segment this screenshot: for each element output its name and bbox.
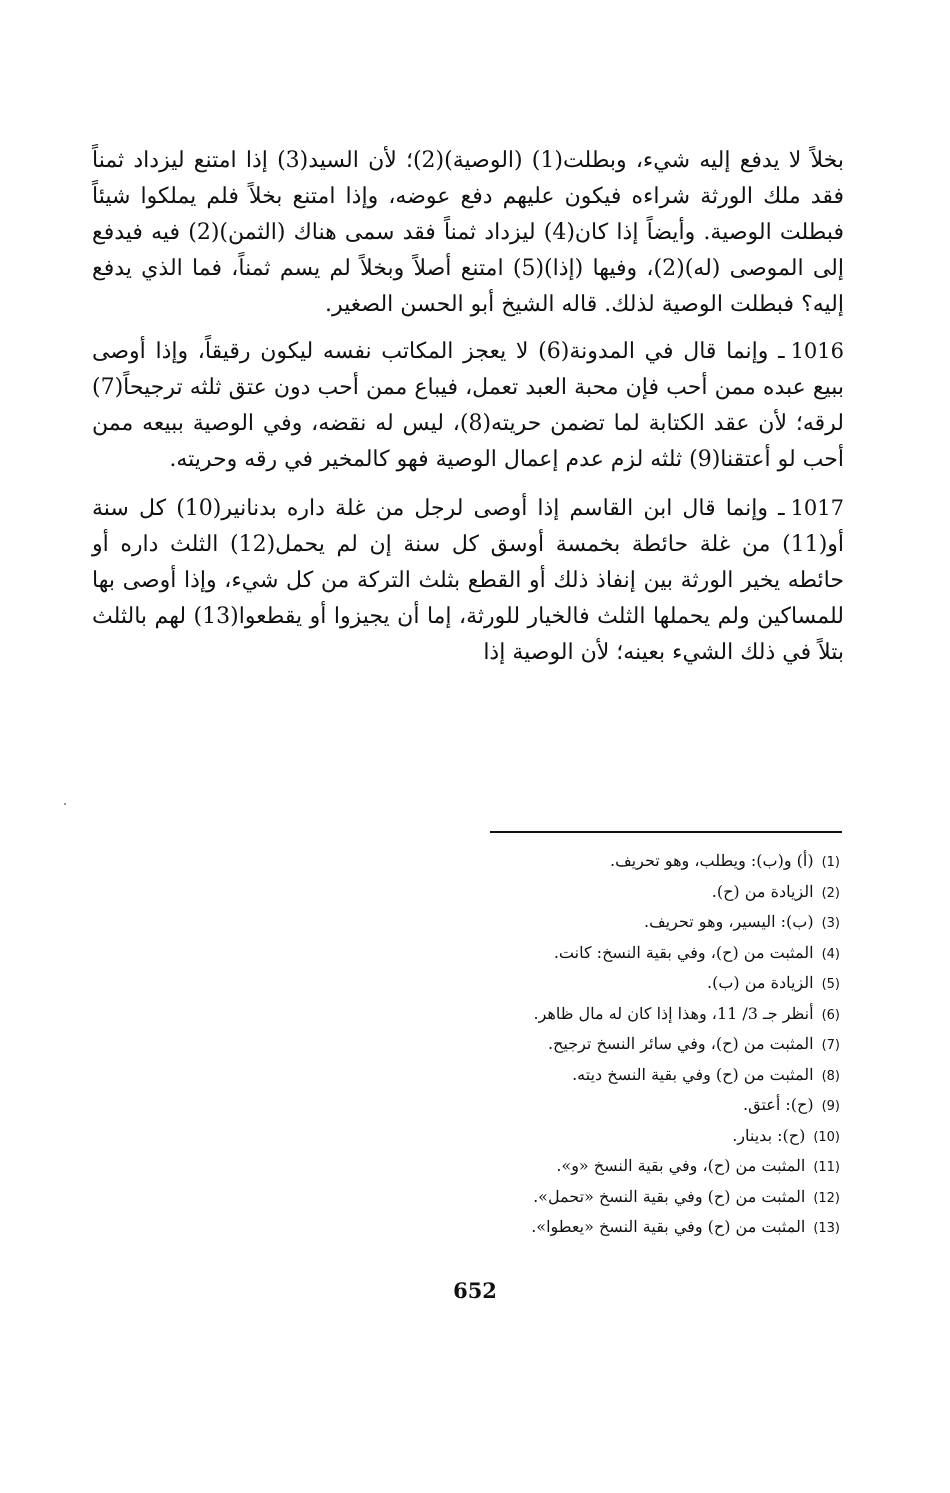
paragraph-entry-1016 <box>92 333 844 478</box>
footnote-number: (3) <box>821 916 840 931</box>
footnote-number: (2) <box>821 885 840 901</box>
footnote-divider <box>490 831 842 833</box>
footnote-text: المثبت من (ح)، وفي بقية النسخ «و». <box>556 1156 806 1175</box>
footnote-item <box>440 1000 840 1031</box>
footnote-number: (10) <box>813 1129 840 1145</box>
footnote-item <box>440 1122 840 1153</box>
footnote-number: (5) <box>821 977 840 992</box>
footnote-number: (9) <box>821 1099 840 1114</box>
footnote-item <box>440 908 840 939</box>
footnote-item <box>440 847 840 878</box>
footnote-item <box>440 1183 840 1214</box>
footnote-text: (ح): بدينار. <box>732 1125 806 1145</box>
footnote-number: (7) <box>821 1038 840 1053</box>
footnote-text: أنظر جـ 3/ 11، وهذا إذا كان له مال ظاهر. <box>533 1003 814 1023</box>
footnote-number: (4) <box>821 946 840 962</box>
footnote-number: (13) <box>813 1221 840 1236</box>
footnote-text: المثبت من (ح) وفي بقية النسخ «يعطوا». <box>531 1217 806 1236</box>
footnote-text: المثبت من (ح) وفي بقية النسخ «تحمل». <box>533 1186 806 1206</box>
paragraph-entry-1017 <box>92 490 844 671</box>
footnote-item <box>440 939 840 970</box>
footnote-text: (ب): اليسير، وهو تحريف. <box>644 912 814 931</box>
main-text <box>92 143 844 683</box>
paragraph-text: ـ وإنما قال في المدونة(6) لا يعجز المكاتب نفسه ليكون رقيقاً، وإذا أوصى ببيع عبده ممن أحب فإن محبة العبد تعمل، فيباع ممن أحب دون عتق ثلثه ترجيحاً(7) لرقه؛ لأن عقد الكتابة لما تضمن حريته(8)، ليس له نقضه، وفي الوصية ببيعه ممن أحب لو أعتقنا(9) ثلثه لزم عدم إعمال الوصية فهو كالمخير في رقه وحريته. <box>92 339 844 472</box>
footnote-text: (أ) و(ب): ويطلب، وهو تحريف. <box>610 851 814 870</box>
margin-dot <box>64 803 66 805</box>
paragraph-text: ـ وإنما قال ابن القاسم إذا أوصى لرجل من غلة داره بدنانير(10) كل سنة أو(11) من غلة حائطة بخمسة أوسق كل سنة إن لم يحمل(12) الثلث داره أو حائطه يخير الورثة بين إنفاذ ذلك أو القطع بثلث التركة من كل شيء، وإذا أوصى بها للمساكين ولم يحملها الثلث فالخيار للورثة، إما أن يجيزوا أو يقطعوا(13) لهم بالثلث بتلاً في ذلك الشيء بعينه؛ لأن الوصية إذا <box>92 496 845 665</box>
entry-number: 1016 <box>790 339 845 363</box>
footnote-item <box>440 1213 840 1244</box>
paragraph-text: بخلاً لا يدفع إليه شيء، وبطلت(1) (الوصية)(2)؛ لأن السيد(3) إذا امتنع ليزداد ثمناً فقد ملك الورثة شراءه فيكون عليهم دفع عوضه، وإذا امتنع بخلاً فلم يملكوا شيئاً فبطلت الوصية. وأيضاً إذا كان(4) ليزداد ثمناً فقد سمى هناك (الثمن)(2) فيه فيدفع إلى الموصى (له)(2)، وفيها (إذا)(5) امتنع أصلاً وبخلاً لم يسم ثمناً، فما الذي يدفع إليه؟ فبطلت الوصية لذلك. قاله الشيخ أبو الحسن الصغير. <box>92 148 844 317</box>
footnotes-list <box>440 847 840 1244</box>
footnote-text: المثبت من (ح) وفي بقية النسخ ديته. <box>572 1064 814 1084</box>
footnote-number: (12) <box>813 1190 840 1206</box>
footnote-number: (11) <box>813 1160 840 1175</box>
footnote-text: الزيادة من (ب). <box>707 973 814 992</box>
footnote-item <box>440 1091 840 1122</box>
footnote-text: (ح): أعتق. <box>743 1095 814 1114</box>
footnote-item <box>440 878 840 909</box>
footnote-number: (1) <box>821 855 840 870</box>
entry-number: 1017 <box>790 496 845 520</box>
paragraph-continued <box>92 143 844 323</box>
footnote-text: المثبت من (ح)، وفي بقية النسخ: كانت. <box>553 942 814 962</box>
footnote-number: (6) <box>821 1007 840 1023</box>
footnote-text: المثبت من (ح)، وفي سائر النسخ ترجيح. <box>547 1034 814 1053</box>
footnote-number: (8) <box>821 1068 840 1084</box>
footnote-item <box>440 1152 840 1183</box>
page-number: 652 <box>453 1278 497 1303</box>
footnote-item <box>440 1030 840 1061</box>
footnote-text: الزيادة من (ح). <box>711 881 814 901</box>
footnote-item <box>440 969 840 1000</box>
footnote-item <box>440 1061 840 1092</box>
